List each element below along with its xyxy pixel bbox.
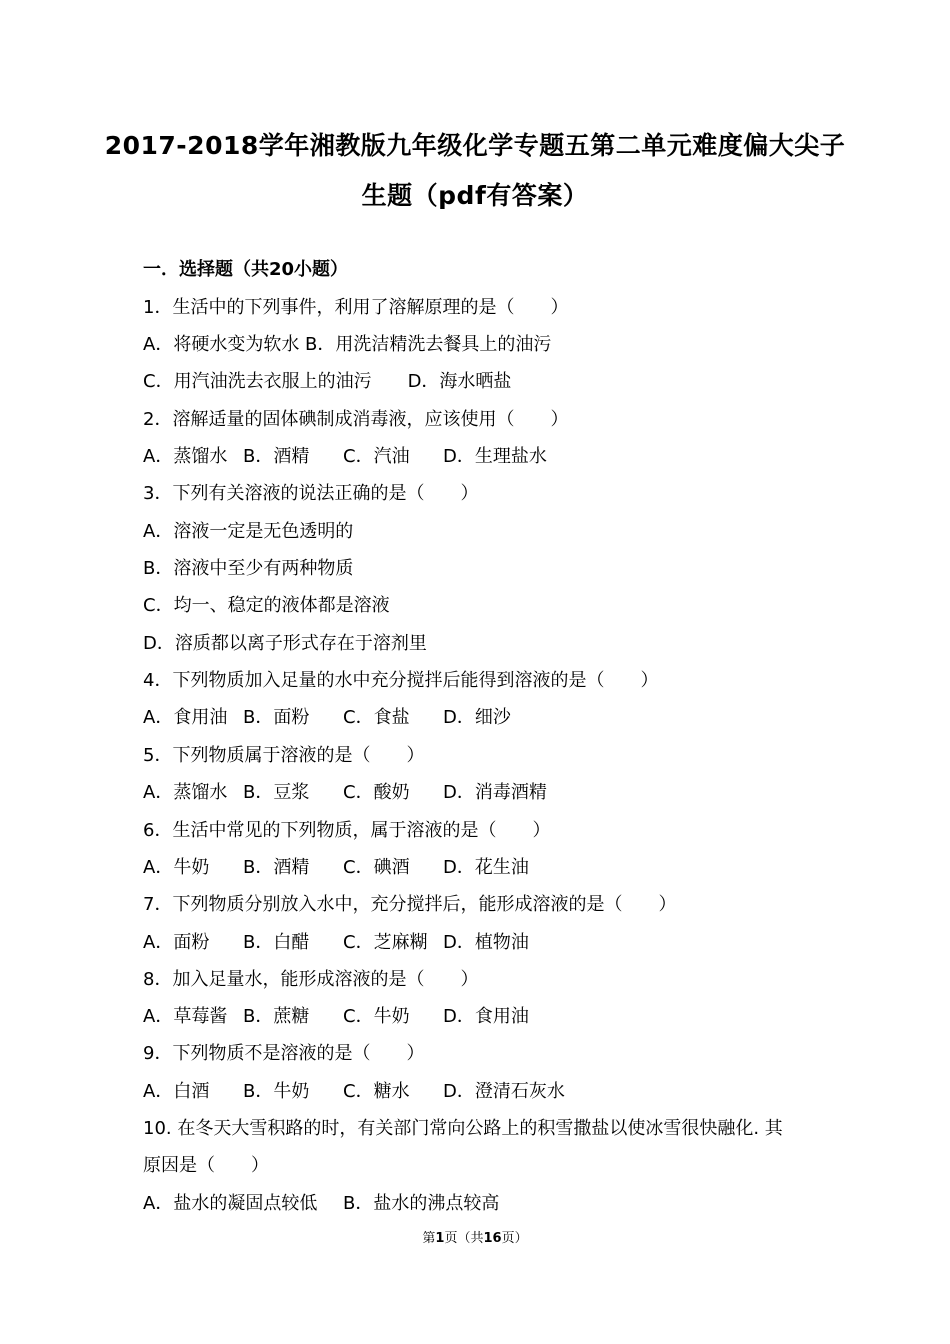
footer-mid: 页（共 xyxy=(444,1231,484,1246)
question-10-options xyxy=(143,1192,843,1216)
option-a: A．面粉 xyxy=(143,932,210,953)
question-3-option-b: B．溶液中至少有两种物质 xyxy=(143,558,354,579)
option-a: A．草莓酱 xyxy=(143,1006,228,1027)
question-9-stem: 9．下列物质不是溶液的是（ ） xyxy=(143,1043,425,1064)
question-6-options xyxy=(143,856,843,880)
question-1-options-row2: C．用汽油洗去衣服上的油污 D．海水晒盐 xyxy=(143,371,512,392)
footer-suffix: 页） xyxy=(501,1231,528,1246)
footer-total-pages: 16 xyxy=(483,1231,502,1246)
question-6-stem: 6．生活中常见的下列物质，属于溶液的是（ ） xyxy=(143,820,551,841)
option-c: C．芝麻糊 xyxy=(343,932,428,953)
page-footer xyxy=(0,1227,950,1246)
question-4-options xyxy=(143,706,843,730)
option-b: B．酒精 xyxy=(243,857,310,878)
question-8-stem: 8．加入足量水，能形成溶液的是（ ） xyxy=(143,969,479,990)
footer-page-number: 1 xyxy=(435,1231,445,1246)
question-10-stem-cont: 原因是（ ） xyxy=(143,1155,269,1176)
option-b: B．牛奶 xyxy=(243,1081,310,1102)
option-a: A．蒸馏水 xyxy=(143,782,228,803)
question-3-option-a: A．溶液一定是无色透明的 xyxy=(143,521,354,542)
option-b: B．酒精 xyxy=(243,446,310,467)
option-d: D．食用油 xyxy=(443,1006,529,1027)
question-8-options xyxy=(143,1005,843,1029)
question-3-option-d: D．溶质都以离子形式存在于溶剂里 xyxy=(143,633,427,654)
option-a: A．盐水的凝固点较低 xyxy=(143,1193,318,1214)
option-a: A．蒸馏水 xyxy=(143,446,228,467)
question-5-stem: 5．下列物质属于溶液的是（ ） xyxy=(143,745,425,766)
option-d: D．消毒酒精 xyxy=(443,782,547,803)
option-c: C．碘酒 xyxy=(343,857,410,878)
question-3-stem: 3．下列有关溶液的说法正确的是（ ） xyxy=(143,483,479,504)
option-a: A．牛奶 xyxy=(143,857,210,878)
footer-prefix: 第 xyxy=(422,1231,436,1246)
option-c: C．牛奶 xyxy=(343,1006,410,1027)
option-c: C．酸奶 xyxy=(343,782,410,803)
question-10-stem: 10. 在冬天大雪积路的时，有关部门常向公路上的积雪撒盐以使冰雪很快融化. 其 xyxy=(143,1118,783,1139)
question-2-stem: 2．溶解适量的固体碘制成消毒液，应该使用（ ） xyxy=(143,409,569,430)
option-b: B．盐水的沸点较高 xyxy=(343,1193,500,1214)
question-9-options xyxy=(143,1080,843,1104)
option-a: A．食用油 xyxy=(143,707,228,728)
question-3-option-c: C．均一、稳定的液体都是溶液 xyxy=(143,595,390,616)
document-title-line2: 生题（pdf有答案） xyxy=(361,181,589,210)
question-7-options xyxy=(143,931,843,955)
question-2-options xyxy=(143,445,843,469)
question-1-stem: 1．生活中的下列事件，利用了溶解原理的是（ ） xyxy=(143,297,569,318)
question-4-stem: 4．下列物质加入足量的水中充分搅拌后能得到溶液的是（ ） xyxy=(143,670,659,691)
question-7-stem: 7．下列物质分别放入水中，充分搅拌后，能形成溶液的是（ ） xyxy=(143,894,677,915)
option-d: D．澄清石灰水 xyxy=(443,1081,565,1102)
option-c: C．汽油 xyxy=(343,446,410,467)
option-c: C．糖水 xyxy=(343,1081,410,1102)
option-d: D．细沙 xyxy=(443,707,511,728)
section-heading: 一．选择题（共20小题） xyxy=(143,259,349,280)
question-1-options-row1: A．将硬水变为软水 B．用洗洁精洗去餐具上的油污 xyxy=(143,334,552,355)
document-title-line1: 2017-2018学年湘教版九年级化学专题五第二单元难度偏大尖子 xyxy=(104,131,846,160)
option-b: B．蔗糖 xyxy=(243,1006,310,1027)
option-c: C．食盐 xyxy=(343,707,410,728)
option-d: D．植物油 xyxy=(443,932,529,953)
option-b: B．面粉 xyxy=(243,707,310,728)
option-b: B．豆浆 xyxy=(243,782,310,803)
question-5-options xyxy=(143,781,843,805)
option-d: D．花生油 xyxy=(443,857,529,878)
option-d: D．生理盐水 xyxy=(443,446,547,467)
option-a: A．白酒 xyxy=(143,1081,210,1102)
option-b: B．白醋 xyxy=(243,932,310,953)
